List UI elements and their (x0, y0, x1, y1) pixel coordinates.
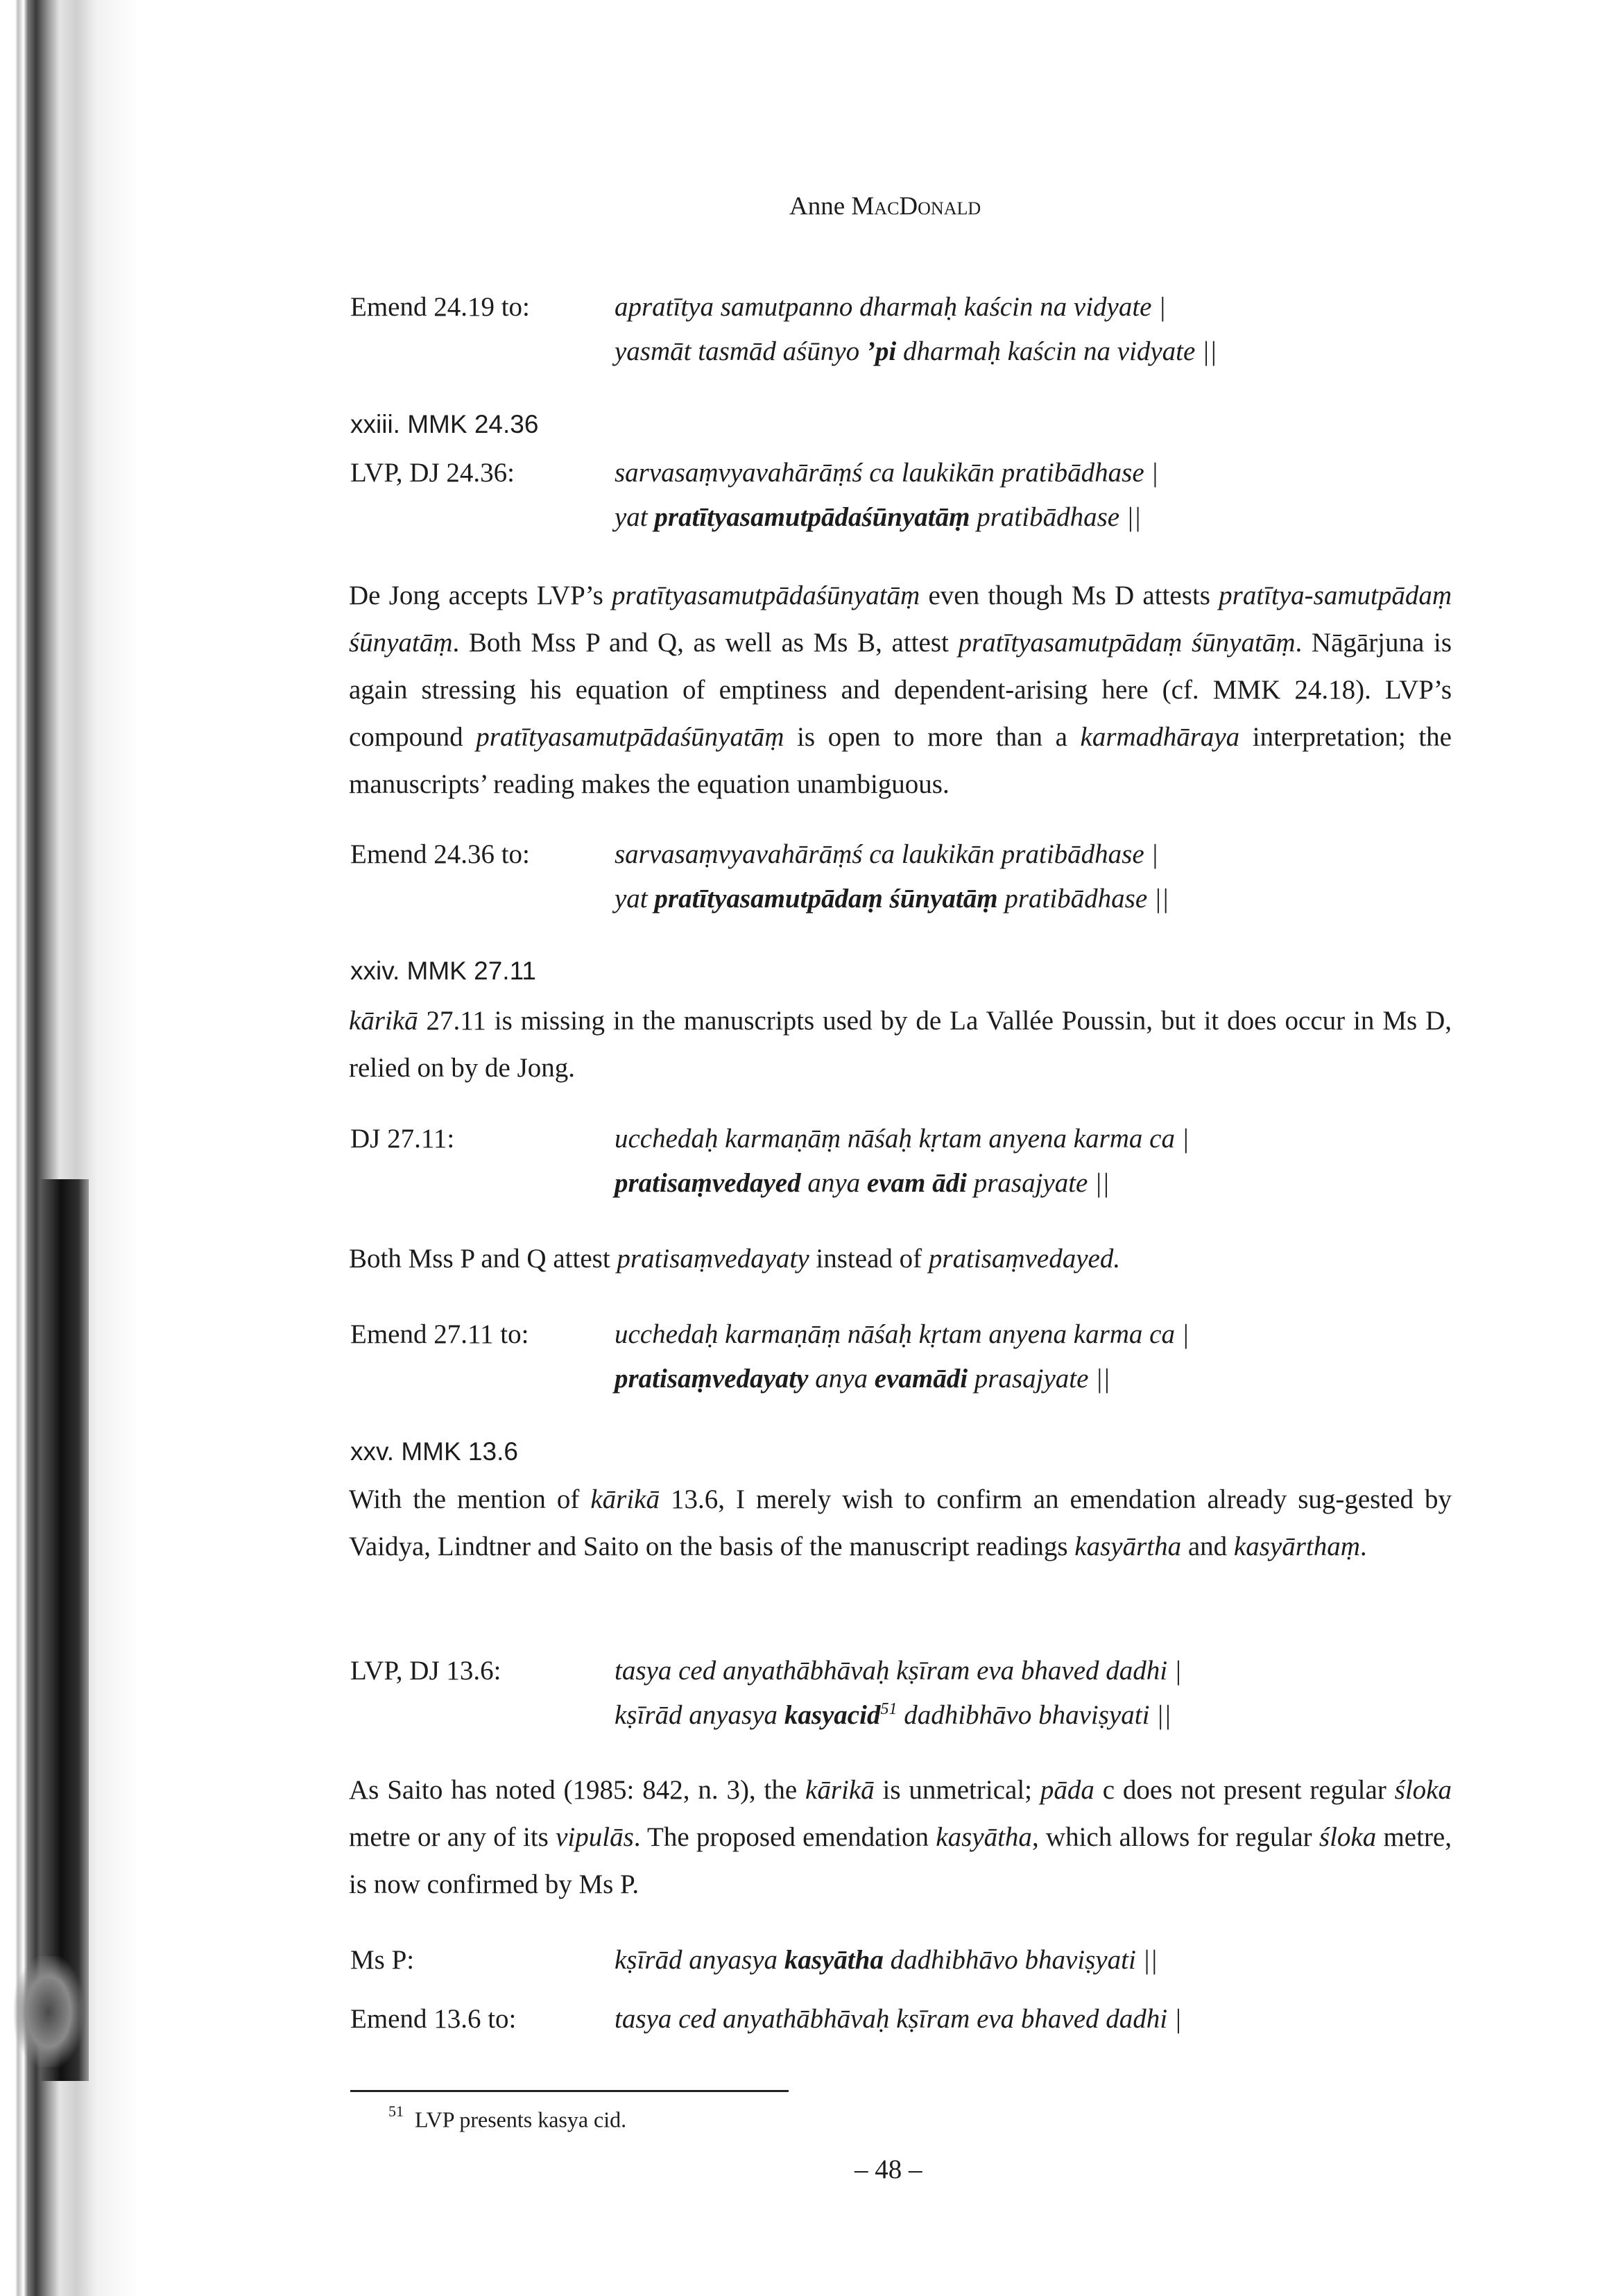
verse-text: prasajyate || (968, 1364, 1110, 1394)
text-italic: pratisaṃvedayaty (617, 1244, 809, 1274)
verse-text: kṣīrād anyasya (615, 1945, 784, 1975)
verse-text: dadhibhāvo bhaviṣyati || (897, 1700, 1171, 1730)
lvp-136-line1: tasya ced anyathābhāvaḥ kṣīram eva bhaved dadhi | (615, 1656, 1182, 1686)
text-italic: kārikā (590, 1484, 660, 1514)
verse-text: dadhibhāvo bhaviṣyati || (883, 1945, 1158, 1975)
verse-bold: pratītyasamutpādaśūnyatāṃ (654, 502, 970, 532)
header-author-last: MacDonald (851, 192, 981, 221)
paragraph-de-jong (349, 572, 1452, 808)
msp-line1 (615, 1937, 1158, 1984)
emend-2436-line1: sarvasaṃvyavahārāṃś ca laukikān pratibādhase | (615, 839, 1159, 869)
scan-binding-dark-band (40, 1179, 89, 2081)
verse-text: yat (615, 502, 655, 532)
lvp-2436-line2 (615, 494, 1141, 541)
text: instead of (809, 1244, 929, 1274)
text-italic: kārikā (805, 1775, 875, 1805)
emend-2419-label: Emend 24.19 to: (350, 292, 530, 322)
emend-2711-line1: ucchedaḥ karmaṇāṃ nāśaḥ kṛtam anyena karma ca | (615, 1319, 1190, 1349)
text: and (1181, 1532, 1234, 1561)
verse-bold: pratisaṃvedayed (615, 1168, 801, 1198)
emend-2711-label: Emend 27.11 to: (350, 1319, 529, 1349)
emend-136-line1: tasya ced anyathābhāvaḥ kṣīram eva bhaved dadhi | (615, 2004, 1182, 2034)
lvp-136-line2 (615, 1692, 1171, 1739)
verse-bold: pratītyasamutpādaṃ śūnyatāṃ (654, 884, 998, 914)
scan-binding-speck (14, 1956, 83, 2067)
text: . Both Mss P and Q, as well as Ms B, attest (452, 628, 959, 658)
text: . The proposed emendation (633, 1822, 936, 1852)
verse-bold: ’pi (866, 336, 897, 366)
header-author-first: Anne (789, 192, 852, 221)
verse-bold: kasyātha (784, 1945, 884, 1975)
page-number: – 48 – (855, 2154, 922, 2184)
lvp-2436-line1: sarvasaṃvyavahārāṃś ca laukikān pratibādhase | (615, 458, 1159, 488)
text: interpretation; the manuscripts’ reading makes the equation unambiguous. (349, 722, 1452, 799)
lvp-2436-label: LVP, DJ 24.36: (350, 458, 515, 488)
text: Both Mss P and Q attest (349, 1244, 617, 1274)
section-heading-xxiii: xxiii. MMK 24.36 (350, 410, 539, 438)
verse-text: prasajyate || (966, 1168, 1110, 1198)
text-italic: śloka (1319, 1822, 1377, 1852)
verse-text: pratibādhase || (997, 884, 1169, 914)
text-italic: śloka (1394, 1775, 1452, 1805)
text: , which allows for regular (1031, 1822, 1319, 1852)
emend-2419-line2 (615, 328, 1217, 375)
verse-bold: kasyacid (784, 1700, 881, 1730)
text: metre, is now confirmed by Ms P. (349, 1822, 1452, 1899)
text: 27.11 is missing in the manuscripts used by de La Vallée Poussin, but it does occur in Ms D, relied on by de Jong. (349, 1006, 1452, 1083)
verse-text: pratibādhase || (970, 502, 1142, 532)
text: is open to more than a (784, 722, 1081, 752)
text-italic: kārikā (349, 1006, 418, 1036)
verse-bold: evamādi (874, 1364, 968, 1394)
dj-2711-line2 (615, 1160, 1110, 1207)
text-italic: kasyārtha (1074, 1532, 1182, 1561)
text: As Saito has noted (1985: 842, n. 3), the (349, 1775, 806, 1805)
verse-text: dharmaḥ kaścin na vidyate || (896, 336, 1217, 366)
emend-2436-label: Emend 24.36 to: (350, 839, 530, 869)
text-italic: pratītyasamutpādaśūnyatāṃ (476, 722, 784, 752)
paragraph-saito (349, 1767, 1452, 1908)
emend-2419-line1: apratītya samutpanno dharmaḥ kaścin na vidyate | (615, 292, 1166, 322)
text-italic: kasyātha (936, 1822, 1032, 1852)
text-italic: kasyārthaṃ (1233, 1532, 1360, 1561)
emend-2436-line2 (615, 875, 1169, 923)
verse-text: anya (808, 1364, 875, 1394)
text-italic: pratītyasamutpādaśūnyatāṃ (612, 581, 920, 610)
text-italic: pratītya-samutpādaṃ śūnyatāṃ (349, 581, 1452, 658)
verse-text: kṣīrād anyasya (615, 1700, 784, 1730)
paragraph-mss-pq (349, 1235, 1452, 1283)
text-italic: pāda (1040, 1775, 1094, 1805)
section-heading-xxiv: xxiv. MMK 27.11 (350, 957, 536, 985)
verse-text: yat (615, 884, 655, 914)
footnote (388, 2091, 626, 2143)
text: even though Ms D attests (920, 581, 1219, 610)
section-heading-xxv: xxv. MMK 13.6 (350, 1437, 518, 1466)
emend-2711-line2 (615, 1355, 1110, 1403)
text: . (1359, 1532, 1367, 1561)
footnote-number: 51 (388, 2102, 404, 2120)
emend-136-label: Emend 13.6 to: (350, 2004, 517, 2034)
verse-bold: pratisaṃvedayaty (615, 1364, 809, 1394)
text-italic: pratītyasamutpādaṃ śūnyatāṃ (958, 628, 1296, 658)
footnote-ref[interactable]: 51 (880, 1700, 898, 1718)
text: is unmetrical; (874, 1775, 1040, 1805)
text: . Nāgārjuna is again stressing his equation of emptiness and dependent-arising here (cf. MMK 24.18). LVP’s compound (349, 628, 1452, 752)
text: With the mention of (349, 1484, 591, 1514)
text-italic: pratisaṃvedayed. (928, 1244, 1121, 1274)
paragraph-karika-2711 (349, 997, 1452, 1092)
text-italic: vipulās (556, 1822, 634, 1852)
text: metre or any of its (349, 1822, 556, 1852)
text: De Jong accepts LVP’s (349, 581, 612, 610)
text: c does not present regular (1094, 1775, 1395, 1805)
verse-bold: evam ādi (866, 1168, 967, 1198)
lvp-136-label: LVP, DJ 13.6: (350, 1656, 501, 1686)
verse-text: anya (800, 1168, 867, 1198)
text-italic: karmadhāraya (1080, 722, 1240, 752)
running-header (789, 183, 981, 230)
text: 13.6, I merely wish to confirm an emendation already sug-gested by Vaidya, Lindtner and Saito on the basis of the manuscript readings (349, 1484, 1452, 1561)
dj-2711-line1: ucchedaḥ karmaṇāṃ nāśaḥ kṛtam anyena karma ca | (615, 1124, 1190, 1154)
verse-text: yasmāt tasmād aśūnyo (615, 336, 866, 366)
footnote-text: LVP presents kasya cid. (415, 2107, 627, 2132)
paragraph-karika-136 (349, 1476, 1452, 1570)
msp-label: Ms P: (350, 1945, 415, 1975)
dj-2711-label: DJ 27.11: (350, 1124, 455, 1154)
